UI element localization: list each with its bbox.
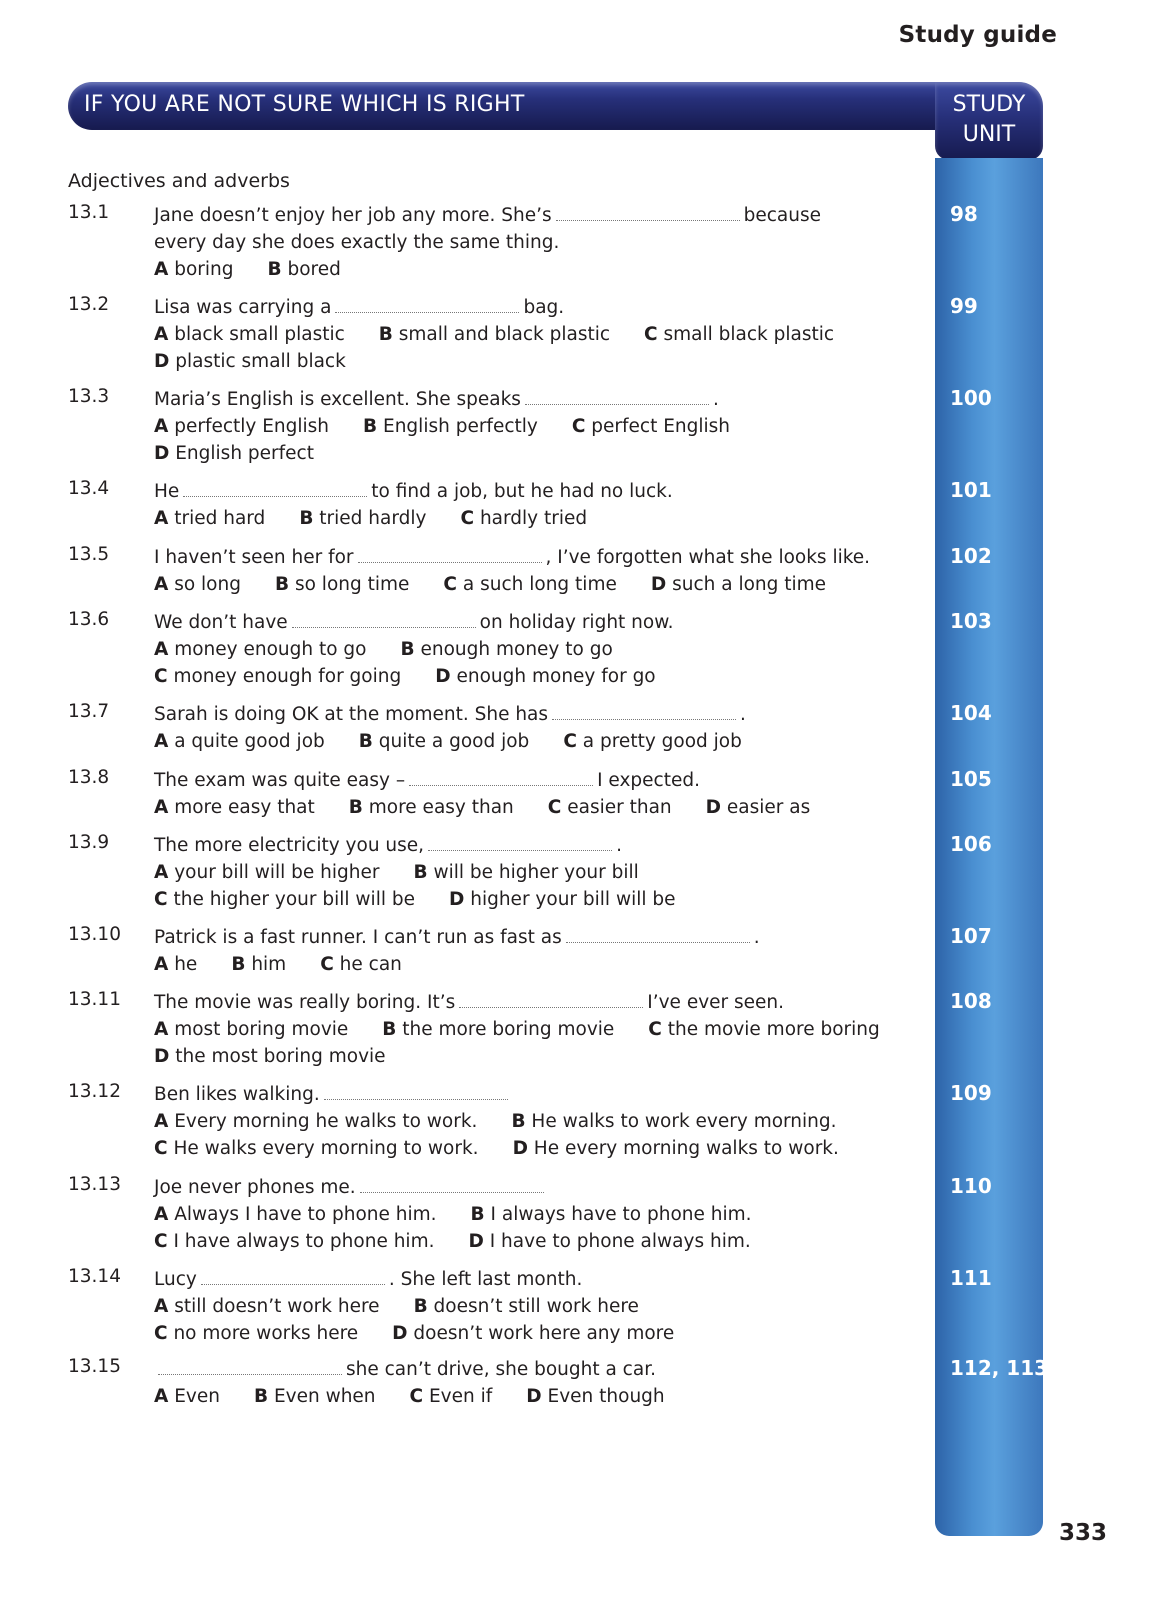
option-text: perfect English: [585, 416, 731, 437]
question-stem: [154, 294, 874, 321]
question-number: 13.5: [68, 544, 110, 565]
option-a[interactable]: [154, 794, 315, 821]
question-body: [154, 1174, 874, 1255]
option-text: doesn’t still work here: [427, 1296, 639, 1317]
question-body: [154, 478, 874, 532]
option-letter: D: [154, 1046, 170, 1067]
question-stem: [154, 1356, 874, 1383]
option-line: [154, 256, 874, 283]
option-letter: A: [154, 1204, 169, 1225]
option-text: plastic small black: [169, 351, 346, 372]
option-a[interactable]: [154, 1383, 220, 1410]
option-text: boring: [168, 259, 234, 280]
option-text: money enough for going: [167, 666, 402, 687]
answer-blank[interactable]: [324, 1084, 508, 1100]
option-d[interactable]: [154, 440, 314, 467]
option-b[interactable]: [414, 1293, 639, 1320]
option-b[interactable]: [401, 636, 613, 663]
option-letter: D: [392, 1323, 408, 1344]
option-letter: D: [448, 889, 465, 910]
option-a[interactable]: [154, 859, 380, 886]
option-text: Even though: [541, 1386, 665, 1407]
option-text: a pretty good job: [576, 731, 742, 752]
option-text: a such long time: [457, 574, 617, 595]
option-text: most boring movie: [168, 1019, 349, 1040]
answer-blank[interactable]: [158, 1359, 342, 1375]
option-text: enough money to go: [414, 639, 613, 660]
answer-blank[interactable]: [292, 612, 476, 628]
question-number: 13.13: [68, 1174, 121, 1195]
option-a[interactable]: [154, 728, 325, 755]
question-body: [154, 989, 880, 1070]
option-b[interactable]: [359, 728, 530, 755]
option-a[interactable]: [154, 256, 234, 283]
option-c[interactable]: [154, 1135, 479, 1162]
study-unit-ref[interactable]: 104: [950, 701, 992, 725]
study-unit-ref[interactable]: 110: [950, 1174, 992, 1198]
option-letter: C: [563, 731, 577, 752]
option-text: money enough to go: [168, 639, 367, 660]
option-text: black small plastic: [168, 324, 345, 345]
option-letter: A: [154, 416, 169, 437]
option-text: will be higher your bill: [427, 862, 639, 883]
option-line: [154, 1201, 874, 1228]
stem-text: Patrick is a fast runner. I can’t run as fast as: [154, 927, 562, 948]
option-c[interactable]: [154, 1228, 434, 1255]
option-b[interactable]: [349, 794, 514, 821]
option-letter: C: [644, 324, 658, 345]
study-unit-ref[interactable]: 98: [950, 202, 978, 226]
option-letter: A: [154, 1111, 169, 1132]
option-letter: B: [348, 797, 363, 818]
option-d[interactable]: [706, 794, 811, 821]
option-text: quite a good job: [372, 731, 530, 752]
stem-text: Joe never phones me.: [154, 1177, 356, 1198]
stem-text: . She left last month.: [388, 1269, 583, 1290]
option-text: your bill will be higher: [168, 862, 380, 883]
option-text: small black plastic: [657, 324, 835, 345]
option-letter: B: [511, 1111, 526, 1132]
option-letter: A: [154, 259, 169, 280]
option-d[interactable]: [526, 1383, 664, 1410]
option-line: [154, 663, 874, 690]
option-letter: A: [154, 1386, 169, 1407]
option-text: such a long time: [666, 574, 827, 595]
question-number: 13.1: [68, 202, 110, 223]
option-text: the most boring movie: [169, 1046, 386, 1067]
option-text: enough money for go: [450, 666, 656, 687]
option-letter: C: [154, 1323, 168, 1344]
option-letter: A: [154, 1296, 169, 1317]
stem-text: He: [154, 481, 180, 502]
stem-text: to find a job, but he had no luck.: [371, 481, 673, 502]
answer-blank[interactable]: [552, 704, 736, 720]
option-text: English perfect: [169, 443, 314, 464]
option-letter: C: [571, 416, 586, 437]
question-stem: [154, 924, 874, 951]
stem-text: Maria’s English is excellent. She speaks: [154, 389, 521, 410]
study-unit-ref[interactable]: 108: [950, 989, 992, 1013]
option-letter: A: [154, 954, 169, 975]
option-text: bored: [281, 259, 341, 280]
option-line: [154, 1320, 874, 1347]
question-body: [154, 767, 874, 821]
option-line: [154, 1293, 874, 1320]
option-letter: C: [154, 1138, 168, 1159]
study-unit-ref[interactable]: 109: [950, 1081, 992, 1105]
option-d[interactable]: [513, 1135, 839, 1162]
option-c[interactable]: [154, 886, 415, 913]
study-unit-ref[interactable]: 101: [950, 478, 992, 502]
stem-text: she can’t drive, she bought a car.: [346, 1359, 656, 1380]
question-body: [154, 1356, 874, 1410]
option-text: Even when: [268, 1386, 376, 1407]
answer-blank[interactable]: [525, 389, 709, 405]
option-letter: B: [413, 1296, 428, 1317]
question-number: 13.3: [68, 386, 110, 407]
stem-text: The more electricity you use,: [154, 835, 425, 856]
option-text: the movie more boring: [661, 1019, 880, 1040]
option-text: still doesn’t work here: [168, 1296, 380, 1317]
answer-blank[interactable]: [409, 770, 593, 786]
question-stem: [154, 609, 874, 636]
option-text: perfectly English: [168, 416, 330, 437]
stem-text: .: [712, 389, 719, 410]
option-letter: B: [400, 639, 415, 660]
option-letter: B: [274, 574, 290, 595]
option-text: he: [168, 954, 198, 975]
option-text: easier as: [721, 797, 811, 818]
option-letter: B: [358, 731, 373, 752]
question-body: [154, 701, 874, 755]
option-letter: A: [154, 639, 169, 660]
option-line: [154, 571, 874, 598]
option-letter: A: [154, 797, 169, 818]
option-letter: B: [231, 954, 246, 975]
question-stem: [154, 989, 874, 1016]
answer-blank[interactable]: [428, 835, 612, 851]
option-letter: D: [650, 574, 667, 595]
question-body: [154, 1081, 874, 1162]
question-number: 13.6: [68, 609, 110, 630]
option-letter: B: [299, 508, 314, 529]
study-unit-ref[interactable]: 107: [950, 924, 992, 948]
option-d[interactable]: [435, 663, 655, 690]
option-letter: B: [413, 862, 428, 883]
option-text: tried hard: [168, 508, 266, 529]
option-a[interactable]: [154, 321, 345, 348]
stem-text: We don’t have: [154, 612, 288, 633]
answer-blank[interactable]: [360, 1177, 544, 1193]
option-text: Always I have to phone him.: [168, 1204, 437, 1225]
study-unit-ref[interactable]: 105: [950, 767, 992, 791]
option-a[interactable]: [154, 1108, 477, 1135]
option-letter: B: [470, 1204, 485, 1225]
option-text: he can: [333, 954, 402, 975]
stem-text: Lisa was carrying a: [154, 297, 332, 318]
option-letter: D: [526, 1386, 542, 1407]
option-line: [154, 886, 874, 913]
question-stem: [154, 1081, 874, 1108]
question-number: 13.9: [68, 832, 110, 853]
stem-text: The movie was really boring. It’s: [154, 992, 456, 1013]
option-b[interactable]: [254, 1383, 376, 1410]
option-letter: C: [648, 1019, 662, 1040]
stem-text: because: [743, 205, 822, 226]
question-body: [154, 294, 874, 375]
question-body: [154, 1266, 874, 1347]
option-letter: B: [363, 416, 378, 437]
option-text: hardly tried: [474, 508, 588, 529]
study-unit-header: STUDY UNIT: [935, 82, 1043, 160]
banner-title: IF YOU ARE NOT SURE WHICH IS RIGHT: [84, 92, 525, 117]
option-b[interactable]: [299, 505, 426, 532]
option-line: [154, 1043, 874, 1070]
option-a[interactable]: [154, 951, 197, 978]
question-stem: [154, 1174, 874, 1201]
option-letter: D: [705, 797, 722, 818]
option-a[interactable]: [154, 505, 265, 532]
question-body: [154, 544, 874, 598]
option-a[interactable]: [154, 413, 329, 440]
option-line: [154, 413, 874, 440]
question-number: 13.11: [68, 989, 121, 1010]
answer-blank[interactable]: [183, 481, 367, 497]
option-text: doesn’t work here any more: [407, 1323, 675, 1344]
option-letter: C: [154, 1231, 168, 1252]
stem-text: The exam was quite easy –: [154, 770, 406, 791]
option-text: I have to phone always him.: [483, 1231, 751, 1252]
option-text: small and black plastic: [392, 324, 611, 345]
option-d[interactable]: [651, 571, 826, 598]
question-stem: [154, 544, 874, 571]
option-c[interactable]: [548, 794, 672, 821]
option-letter: D: [512, 1138, 528, 1159]
option-text: He walks every morning to work.: [167, 1138, 479, 1159]
option-b[interactable]: [363, 413, 538, 440]
question-body: [154, 832, 874, 913]
option-letter: C: [547, 797, 562, 818]
question-body: [154, 924, 874, 978]
question-stem: [154, 832, 874, 859]
option-c[interactable]: [320, 951, 402, 978]
running-head: Study guide: [898, 22, 1057, 48]
stem-text: , I’ve forgotten what she looks like.: [545, 547, 871, 568]
stem-text: I’ve ever seen.: [647, 992, 785, 1013]
stem-text: .: [753, 927, 760, 948]
option-text: He every morning walks to work.: [527, 1138, 839, 1159]
option-b[interactable]: [471, 1201, 752, 1228]
study-unit-ref[interactable]: 103: [950, 609, 992, 633]
option-line: [154, 1383, 874, 1410]
option-text: Even if: [423, 1386, 493, 1407]
option-text: I always have to phone him.: [484, 1204, 752, 1225]
option-c[interactable]: [460, 505, 587, 532]
option-c[interactable]: [572, 413, 730, 440]
question-number: 13.8: [68, 767, 110, 788]
question-stem: [154, 478, 874, 505]
stem-text: .: [740, 704, 746, 725]
option-letter: B: [253, 1386, 269, 1407]
option-line: [154, 348, 874, 375]
option-d[interactable]: [449, 886, 676, 913]
option-letter: C: [460, 508, 475, 529]
question-number: 13.2: [68, 294, 110, 315]
question-number: 13.14: [68, 1266, 121, 1287]
question-stem: [154, 1266, 874, 1293]
question-stem: [154, 386, 874, 413]
stem-text: on holiday right now.: [479, 612, 674, 633]
option-b[interactable]: [231, 951, 286, 978]
option-b[interactable]: [275, 571, 409, 598]
option-line: [154, 440, 874, 467]
option-line: [154, 859, 874, 886]
question-number: 13.12: [68, 1081, 121, 1102]
option-d[interactable]: [154, 1043, 386, 1070]
option-text: the more boring movie: [396, 1019, 615, 1040]
answer-blank[interactable]: [358, 547, 542, 563]
study-unit-ref[interactable]: 102: [950, 544, 992, 568]
option-letter: D: [435, 666, 451, 687]
answer-blank[interactable]: [201, 1269, 385, 1285]
option-letter: C: [154, 666, 168, 687]
question-number: 13.7: [68, 701, 110, 722]
option-letter: D: [468, 1231, 484, 1252]
option-letter: B: [378, 324, 393, 345]
option-text: Every morning he walks to work.: [168, 1111, 478, 1132]
option-c[interactable]: [648, 1016, 879, 1043]
question-stem: [154, 701, 874, 728]
option-text: I have always to phone him.: [167, 1231, 435, 1252]
option-text: the higher your bill will be: [167, 889, 415, 910]
option-text: a quite good job: [168, 731, 325, 752]
question-number: 13.10: [68, 924, 121, 945]
option-text: no more works here: [167, 1323, 359, 1344]
study-unit-ref[interactable]: 99: [950, 294, 978, 318]
section-banner: [68, 82, 956, 130]
option-line: [154, 1228, 874, 1255]
option-line: [154, 321, 874, 348]
stem-text: I haven’t seen her for: [154, 547, 354, 568]
question-body: [154, 202, 874, 283]
option-text: English perfectly: [377, 416, 538, 437]
question-stem: [154, 202, 874, 229]
option-letter: A: [154, 862, 169, 883]
stem-text: .: [616, 835, 622, 856]
option-letter: C: [443, 574, 457, 595]
option-b[interactable]: [382, 1016, 614, 1043]
option-text: so long time: [289, 574, 410, 595]
stem-text: Ben likes walking.: [154, 1084, 320, 1105]
option-letter: D: [154, 443, 170, 464]
option-line: [154, 1135, 874, 1162]
option-c[interactable]: [410, 1383, 493, 1410]
option-a[interactable]: [154, 636, 367, 663]
option-letter: A: [154, 731, 169, 752]
answer-blank[interactable]: [566, 927, 750, 943]
option-c[interactable]: [154, 1320, 358, 1347]
option-letter: B: [267, 259, 282, 280]
option-letter: C: [154, 889, 168, 910]
option-letter: A: [154, 324, 169, 345]
option-b[interactable]: [379, 321, 610, 348]
study-unit-ref[interactable]: 100: [950, 386, 992, 410]
option-a[interactable]: [154, 1016, 348, 1043]
option-line: [154, 951, 874, 978]
option-a[interactable]: [154, 1201, 437, 1228]
option-c[interactable]: [563, 728, 742, 755]
study-unit-ref[interactable]: 106: [950, 832, 992, 856]
option-letter: A: [154, 508, 169, 529]
question-stem: [154, 767, 874, 794]
option-letter: B: [382, 1019, 397, 1040]
question-number: 13.4: [68, 478, 110, 499]
option-letter: D: [154, 351, 170, 372]
option-b[interactable]: [511, 1108, 836, 1135]
option-text: easier than: [561, 797, 672, 818]
stem-text: Sarah is doing OK at the moment. She has: [154, 704, 549, 725]
option-c[interactable]: [154, 663, 401, 690]
option-d[interactable]: [468, 1228, 750, 1255]
option-text: him: [245, 954, 287, 975]
section-title: Adjectives and adverbs: [68, 170, 290, 192]
page-number: 333: [1058, 1520, 1107, 1546]
option-line: [154, 505, 874, 532]
option-text: more easy than: [362, 797, 514, 818]
option-d[interactable]: [392, 1320, 674, 1347]
option-text: He walks to work every morning.: [525, 1111, 837, 1132]
question-body: [154, 609, 874, 690]
option-c[interactable]: [644, 321, 834, 348]
option-line: [154, 1108, 874, 1135]
option-b[interactable]: [414, 859, 639, 886]
answer-blank[interactable]: [335, 297, 519, 313]
stem-text: Lucy: [154, 1269, 197, 1290]
answer-blank[interactable]: [459, 992, 643, 1008]
question-stem-cont: every day she does exactly the same thing.: [154, 232, 560, 253]
study-unit-ref[interactable]: 111: [950, 1266, 992, 1290]
option-line: [154, 728, 874, 755]
option-d[interactable]: [154, 348, 346, 375]
option-line: [154, 1016, 880, 1043]
option-c[interactable]: [443, 571, 616, 598]
option-text: more easy that: [168, 797, 315, 818]
question-body: [154, 386, 874, 467]
option-letter: C: [320, 954, 334, 975]
question-number: 13.15: [68, 1356, 121, 1377]
option-a[interactable]: [154, 1293, 380, 1320]
answer-blank[interactable]: [556, 205, 740, 221]
option-letter: A: [154, 1019, 169, 1040]
option-text: Even: [168, 1386, 220, 1407]
option-line: [154, 794, 874, 821]
option-text: tried hardly: [313, 508, 427, 529]
study-unit-ref[interactable]: 112, 113: [950, 1356, 1049, 1380]
option-line: [154, 636, 874, 663]
option-text: so long: [168, 574, 241, 595]
option-text: higher your bill will be: [464, 889, 676, 910]
option-letter: C: [409, 1386, 424, 1407]
stem-text: bag.: [523, 297, 565, 318]
option-b[interactable]: [268, 256, 341, 283]
stem-text: I expected.: [597, 770, 700, 791]
option-a[interactable]: [154, 571, 241, 598]
option-letter: A: [154, 574, 169, 595]
stem-text: Jane doesn’t enjoy her job any more. She’s: [154, 205, 552, 226]
